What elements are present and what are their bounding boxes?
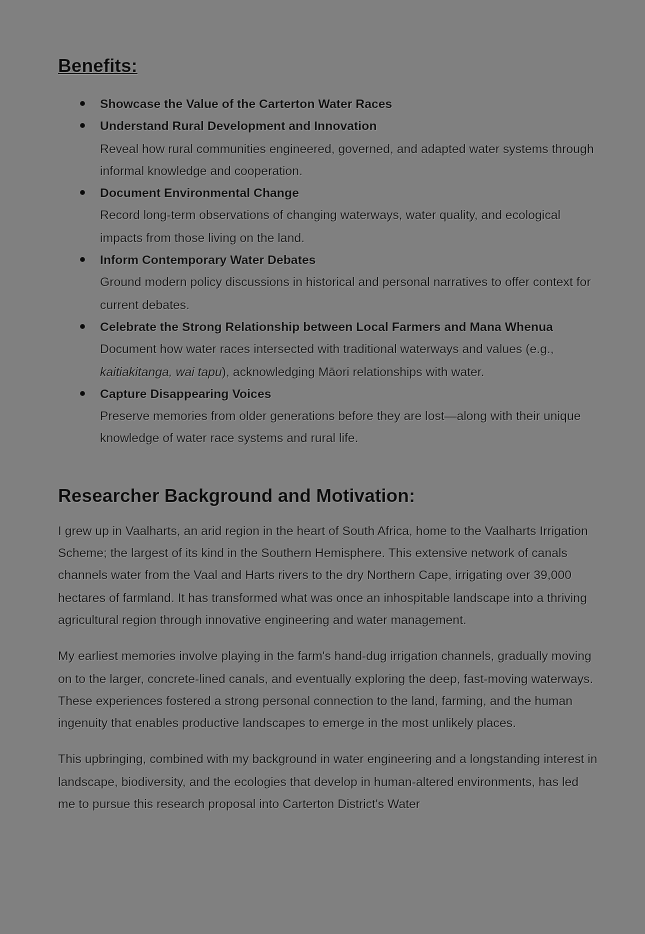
description-text: ), acknowledging Māori relationships with water. <box>221 364 485 379</box>
bullet-icon <box>80 257 85 262</box>
benefit-description: Reveal how rural communities engineered, governed, and adapted water systems through informal knowledge and cooperation. <box>100 141 594 178</box>
benefit-title: Understand Rural Development and Innovation <box>100 119 377 134</box>
researcher-heading: Researcher Background and Motivation: <box>58 484 416 506</box>
benefit-title: Inform Contemporary Water Debates <box>100 253 316 268</box>
benefit-item-environmental-change <box>58 182 598 249</box>
benefit-item-water-debates <box>58 249 598 316</box>
paragraph-vaalharts: I grew up in Vaalharts, an arid region in the heart of South Africa, home to the Vaalharts Irrigation Scheme; the largest of its kind in the Southern Hemisphere. This extensive network of canals channels water from the Vaal and Harts rivers to the dry Northern Cape, irrigating over 39,000 hectares of farmland. It has transformed what was once an inhospitable landscape into a thriving agricultural region through innovative engineering and water management. <box>58 523 588 627</box>
maori-terms: kaitiakitanga, wai tapu <box>100 364 222 379</box>
benefit-description: Preserve memories from older generations before they are lost—along with their unique knowledge of water race systems and rural life. <box>100 409 581 446</box>
document-page <box>58 57 598 815</box>
benefit-item-showcase <box>58 93 598 115</box>
bullet-icon <box>80 190 85 195</box>
benefit-title: Capture Disappearing Voices <box>100 386 272 401</box>
paragraph-earliest-memories: My earliest memories involve playing in the farm's hand-dug irrigation channels, gradually moving on to the larger, concrete-lined canals, and eventually exploring the deep, fast-moving waterways. These experiences fostered a strong personal connection to the land, farming, and the human ingenuity that enables productive landscapes to emerge in the most unlikely places. <box>58 649 594 731</box>
benefit-title: Showcase the Value of the Carterton Water Races <box>100 97 393 111</box>
bullet-icon <box>80 324 85 329</box>
benefit-item-disappearing-voices <box>58 383 598 450</box>
benefit-description: Record long-term observations of changing waterways, water quality, and ecological impacts from those living on the land. <box>100 208 561 245</box>
description-text: Document how water races intersected with traditional waterways and values (e.g., <box>100 342 554 357</box>
benefit-title: Document Environmental Change <box>100 186 299 201</box>
benefits-heading: Benefits: <box>58 55 138 76</box>
bullet-icon <box>80 101 85 106</box>
paragraph-upbringing: This upbringing, combined with my background in water engineering and a longstanding interest in landscape, biodiversity, and the ecologies that develop in human-altered environments, has led me to pursue this research proposal into Carterton District's Water <box>58 752 598 812</box>
benefit-description <box>100 338 598 383</box>
benefit-description: Ground modern policy discussions in historical and personal narratives to offer context for current debates. <box>100 275 591 312</box>
benefit-item-mana-whenua <box>58 316 598 383</box>
bullet-icon <box>80 123 85 128</box>
benefit-item-rural-development <box>58 115 598 182</box>
benefits-list <box>58 93 598 450</box>
benefit-title: Celebrate the Strong Relationship between Local Farmers and Mana Whenua <box>100 319 554 334</box>
bullet-icon <box>80 391 85 396</box>
